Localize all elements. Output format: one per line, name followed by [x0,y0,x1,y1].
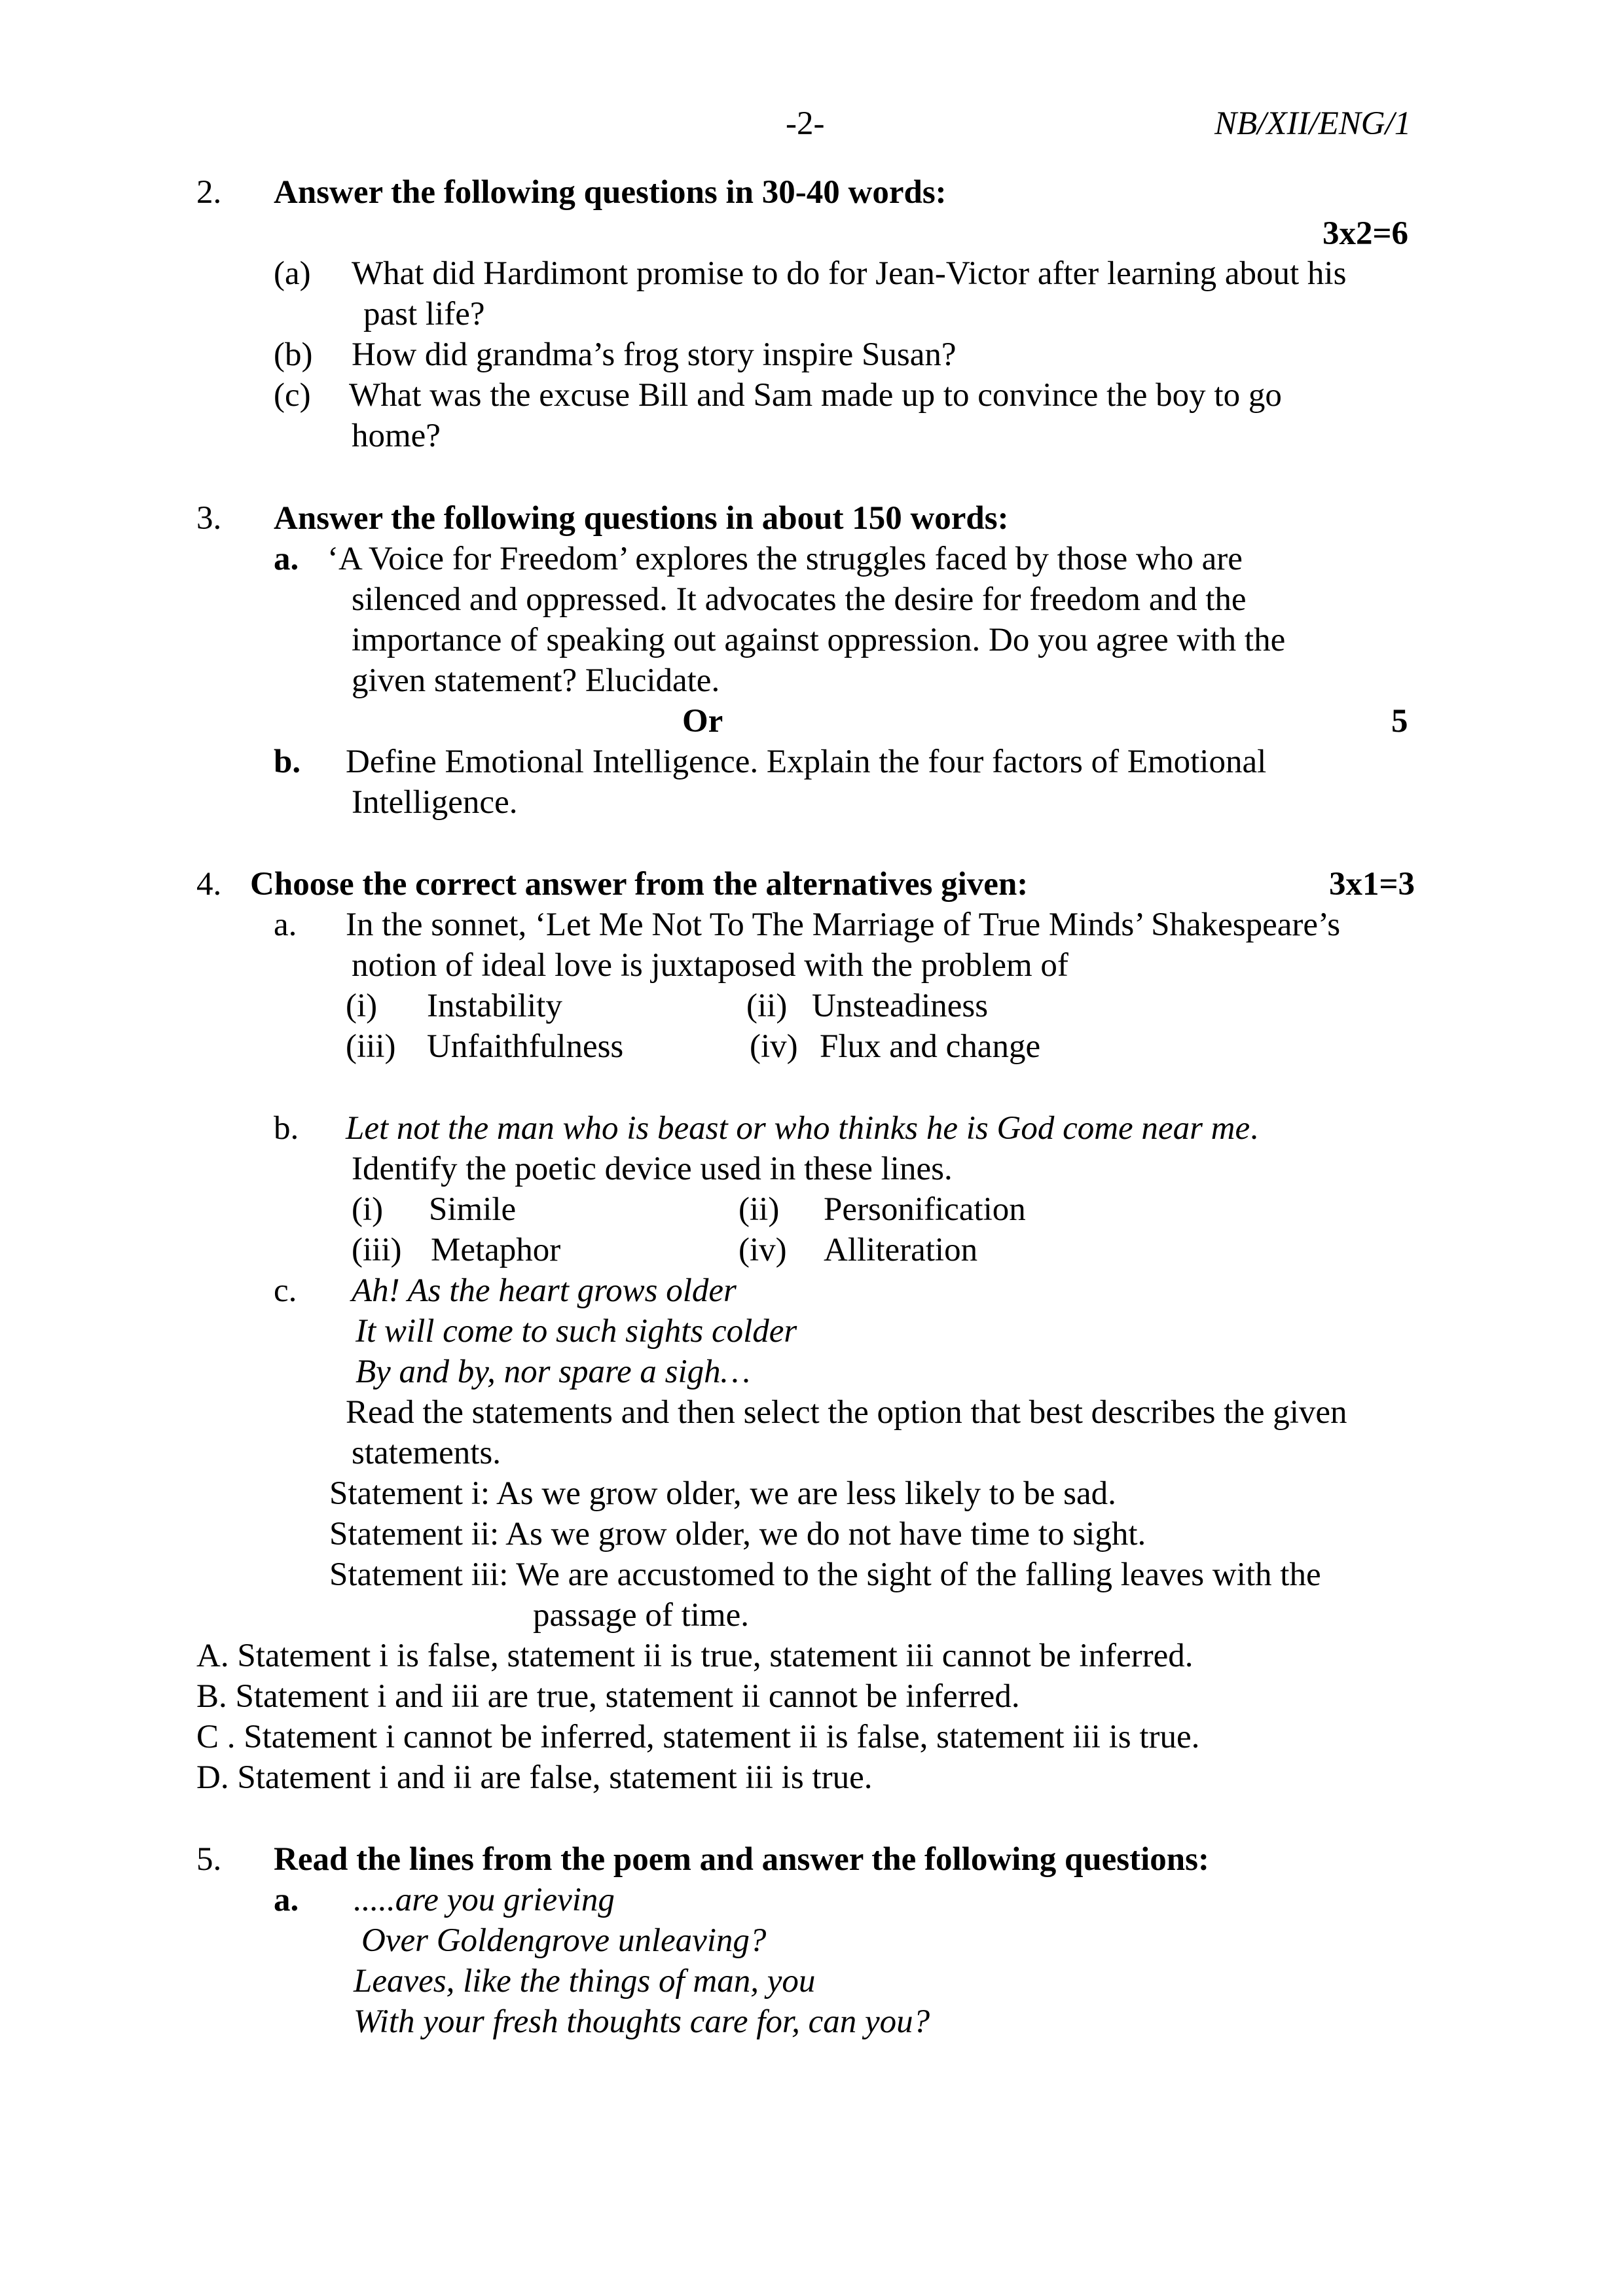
question-text: statements. [352,1435,501,1471]
item-label: (b) [274,336,313,373]
poem-line: .....are you grieving [354,1882,615,1918]
question-heading: Read the lines from the poem and answer the following questions: [274,1841,1209,1878]
question-number: 2. [196,174,222,211]
question-text: notion of ideal love is juxtaposed with the problem of [352,947,1068,984]
question-text: given statement? Elucidate. [352,662,720,699]
option-text: Metaphor [431,1232,561,1268]
option-label: a. [274,541,299,577]
option-number: (ii) [746,988,788,1024]
poem-line: Leaves, like the things of man, you [354,1963,816,2000]
sub-question-label: c. [274,1272,297,1309]
option-text: Flux and change [820,1028,1041,1065]
question-text: Identify the poetic device used in these lines. [352,1151,953,1187]
option-number: (iii) [352,1232,402,1268]
sub-question-label: b. [274,1110,299,1147]
or-label: Or [682,703,723,740]
sub-question-label: a. [274,906,297,943]
option-text: Personification [824,1191,1026,1228]
answer-choice: B. Statement i and iii are true, statement ii cannot be inferred. [196,1678,1020,1715]
quote-text: Let not the man who is beast or who thinks he is God come near me [346,1110,1250,1147]
item-text: How did grandma’s frog story inspire Susan? [352,336,957,373]
question-text: Read the statements and then select the option that best describes the given [346,1394,1347,1431]
poem-line: By and by, nor spare a sigh… [356,1354,751,1390]
poem-line: Ah! As the heart grows older [352,1272,737,1309]
statement: Statement ii: As we grow older, we do not have time to sight. [329,1516,1146,1552]
quoted-line [346,1108,1258,1149]
poem-line: It will come to such sights colder [356,1313,797,1350]
option-text: Instability [427,988,562,1024]
quote-period: . [1250,1110,1258,1147]
answer-choice: C . Statement i cannot be inferred, statement ii is false, statement iii is true. [196,1719,1200,1755]
item-label: (c) [274,377,311,414]
item-label: (a) [274,255,311,292]
question-heading: Answer the following questions in about 150 words: [274,500,1009,537]
statement: Statement iii: We are accustomed to the sight of the falling leaves with the [329,1556,1321,1593]
option-label: b. [274,744,301,780]
item-text: past life? [363,296,485,332]
option-number: (iv) [739,1232,787,1268]
question-text: importance of speaking out against oppression. Do you agree with the [352,622,1286,658]
item-text: What was the excuse Bill and Sam made up to convince the boy to go [349,377,1282,414]
question-text: silenced and oppressed. It advocates the desire for freedom and the [352,581,1247,618]
marks: 3x1=3 [1329,866,1415,903]
marks: 5 [1391,703,1408,740]
option-number: (iv) [750,1028,798,1065]
option-text: Unsteadiness [812,988,989,1024]
answer-choice: D. Statement i and ii are false, statement iii is true. [196,1759,873,1796]
answer-choice: A. Statement i is false, statement ii is true, statement iii cannot be inferred. [196,1638,1194,1674]
statement: passage of time. [533,1597,749,1634]
option-number: (iii) [346,1028,396,1065]
option-text: Simile [429,1191,517,1228]
question-number: 3. [196,500,222,537]
question-heading: Answer the following questions in 30-40 words: [274,174,947,211]
page-number: -2- [786,105,825,142]
question-text: In the sonnet, ‘Let Me Not To The Marriage of True Minds’ Shakespeare’s [346,906,1341,943]
poem-line: Over Goldengrove unleaving? [361,1922,767,1959]
marks: 3x2=6 [1322,215,1409,252]
option-number: (ii) [739,1191,780,1228]
option-number: (i) [352,1191,384,1228]
item-text: home? [352,418,441,454]
option-text: Alliteration [824,1232,978,1268]
paper-code: NB/XII/ENG/1 [1214,105,1412,142]
question-text: Intelligence. [352,784,518,821]
statement: Statement i: As we grow older, we are less likely to be sad. [329,1475,1116,1512]
option-number: (i) [346,988,378,1024]
question-number: 5. [196,1841,222,1878]
question-number: 4. [196,866,222,903]
option-text: Unfaithfulness [427,1028,624,1065]
question-text: Define Emotional Intelligence. Explain the four factors of Emotional [346,744,1267,780]
item-text: What did Hardimont promise to do for Jean-Victor after learning about his [352,255,1347,292]
question-heading: Choose the correct answer from the alternatives given: [250,866,1029,903]
question-text: ‘A Voice for Freedom’ explores the struggles faced by those who are [327,541,1243,577]
poem-line: With your fresh thoughts care for, can you? [354,2003,930,2040]
option-label: a. [274,1882,299,1918]
